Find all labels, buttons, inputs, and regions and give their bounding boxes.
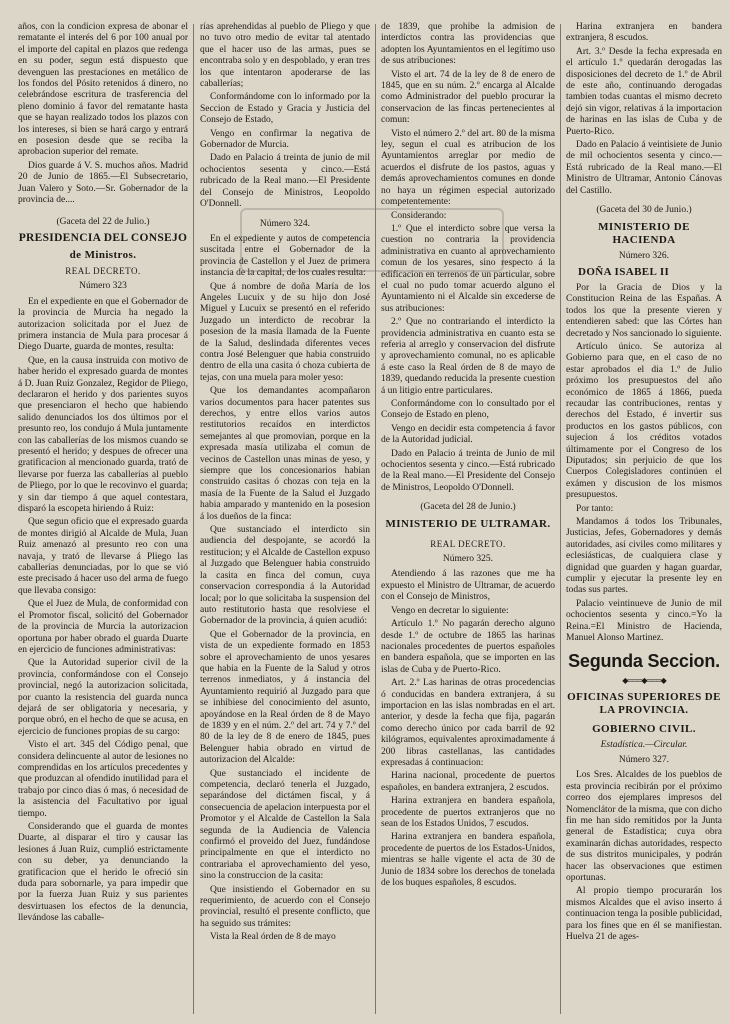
paragraph: Que los demandantes acompañaron varios documentos para hacer patentes sus derechos, y entre ellos varios autos restitutorios recaídos en interdictos semejantes al que promovian, porque en la expresada masía utilizaba el comun de vecinos de Castellon unas minas de yeso, y siempre que los concesionarios habian construido casitas ó chozas con teja en la masía de la Fuente de la Salud el Juzgado habia amparado y mantenido en la posesion á los dueños de la finca: [200, 386, 370, 522]
paragraph: Art. 3.º Desde la fecha expresada en el artículo 1.º quedarán derogadas las disposiciones del decreto de 1.º de Abril de este año, continuando derogadas tambien todas cuantas el mismo decreto dejó sin vigor, relativas á la importacion de harinas en las islas de Cuba y de Puerto-Rico. [566, 46, 722, 137]
section-heading: OFICINAS SUPERIORES DE LA PROVINCIA. [567, 690, 721, 716]
paragraph: Visto el art. 345 del Código penal, que considera delincuente al autor de lesiones no comprendidas en los artículos precedentes y que produzcan al ofendido inutilidad para el trabajo por cinco dias ó mas, ó necesidad de la asistencia del Facultativo por igual tiempo. [18, 740, 188, 819]
section-heading: MINISTERIO DE ULTRAMAR. [385, 517, 551, 530]
paragraph: Que el Gobernador de la provincia, en vista de un expediente formado en 1853 sobre el aprovechamiento de unos yesares que habia en la Fuente de la Salud y otros terrenos inmediatos, y á instancia del Ayuntamiento requirió al Juzgado para que se inhibiese del conocimiento del asunto, apoyándose en la Real órden de 8 de Mayo de 1839 y en el núm. 2.º del art. 74 y 7.º del 80 de la ley de 8 de enero de 1845, pues Belenguer habia obrado en virtud de autorizacion del Alcalde: [200, 629, 370, 766]
paragraph: Art. 2.º Las harinas de otras procedencias ó conducidas en bandera extranjera, á su importacion en las islas nombradas en el art. anterior, y desde la fecha que fija, pagarán como derecho único por cada barril de 92 kilógramos, equivalentes aproximadamente á 200 libras castellanas, las cantidades expresadas á continuacion: [381, 678, 555, 768]
paragraph: Que la Autoridad superior civil de la provincia, conformándose con el Consejo provincial, negó la autorizacion solicitada, por cuanto la resistencia del guarda nunca dejará de ser obligatoria y necesaria, y porque obró, en el hecho de que se acusa, en ejercicio de funciones propias de su cargo: [18, 658, 188, 737]
paragraph: Conformándome con lo consultado por el Consejo de Estado en pleno, [381, 399, 555, 421]
paragraph: Artículo 1.º No pagarán derecho alguno desde 1.º de octubre de 1865 las harinas nacionales procedentes de puertos españoles en bandera española, que se importen en las islas de Cuba y de Puerto-Rico. [381, 619, 555, 675]
paragraph: Considerando: [391, 210, 447, 221]
paragraph: Mandamos á todos los Tribunales, Justicias, Jefes, Gobernadores y demás autoridades, así civiles como militares y eclesiásticas, de cualquiera clase y dignidad que guarden y hagan guardar, cumplir y ejecutar la presente ley en todas sus partes. [566, 517, 722, 596]
paragraph: Por la Gracia de Dios y la Constitucion Reina de las Españas. A todos los que la presente vieren y entendieren sabed: que las Córtes han decretado y Nos sancionado lo siguiente. [566, 282, 722, 339]
paragraph: Dado en Palacio á treinta de junio de mil ochocientos sesenta y cinco.—Está rubricado de la Real mano.—El Presidente del Consejo de Ministros, Leopoldo O'Donnell. [200, 153, 370, 210]
paragraph: Harina extranjera en bandera española, procedente de puertos de los Estados-Unidos, mientras se halle vigente el acta de 30 de Junio de 1834 sobre los derechos de tonelada de los buques españoles, 8 escudos. [381, 832, 555, 889]
circular-label: Estadística.—Circular. [600, 739, 688, 750]
column-rule-1 [193, 24, 194, 1014]
paragraph: Dios guarde á V. S. muchos años. Madrid 20 de Junio de 1865.—El Subsecretario, Juan Valero y Soto.—Sr. Gobernador de la provincia de.... [18, 160, 188, 206]
decree-number: Número 325. [442, 554, 494, 565]
paragraph: Visto el art. 74 de la ley de 8 de enero de 1845, que en su núm. 2.º encarga al Alcalde como Administrador del pueblo procurar la conservacion de las fincas pertenecientes al comun: [381, 69, 555, 126]
paragraph: Los Sres. Alcaldes de los pueblos de esta provincia recibirán por el próximo correo dos ejemplares impresos del Nomenclátor de la misma, que con dicho fin me han sido remitidos por la Junta general de Estadística; cuya obra examinarán dichas autoridades, respecto de sus distritos municipales, y podrán hacer las observaciones que estimen oportunas. [566, 770, 722, 883]
paragraph: años, con la condicion expresa de abonar el rematante el interés del 6 por 100 anual por el importe del capital en plazos que redenga en su poder, segun está dispuesto que devenguen las prestaciones en metálico de los fondos del Pósito retenidos á dinero, no celebrándose escritura de trasferencia del pleno dominio á favor del rematante hasta que se hayan realizado todos los plazos con los intereses, si bien se hará cargo y entrará en posesion desde que se reciba la aprobacion superior del remate. [18, 22, 188, 158]
decree-number: Número 326. [618, 250, 670, 261]
column-rule-2 [375, 24, 376, 1014]
decree-number: Número 327. [618, 754, 670, 765]
column-3 [381, 22, 555, 1016]
decree-label: REAL DECRETO. [430, 538, 506, 549]
paragraph: Que, en la causa instruida con motivo de haber herido el expresado guarda de montes á D. Juan Ruiz Gonzalez, Regidor de Pliego, declararon el herido y dos parientes suyos que presenciaron el hecho que habiendo salido denunciados los dos últimos por el presunto reo, los condujo á Mula juntamente con las caballerías de los mismos cuando se presentó el herido; y despues de ofrecer una gratificacion al mencionado guarda, trató de llevarse por fuerza las caballerías al pueblo de Pliego, por lo que le recovinvo el guarda; y sin dar tiempo á que aquel contestara, disparó la escopeta hiriendo á Ruiz: [18, 355, 188, 515]
ornament-divider: ◆═══◆═══◆ [622, 675, 666, 685]
section-subheading: de Ministros. [69, 248, 137, 261]
gazette-date: (Gaceta del 30 de Junio.) [596, 205, 692, 216]
column-1 [18, 22, 188, 1016]
paragraph: Que segun oficio que el expresado guarda de montes dirigió al Alcalde de Mula, Juan Ruiz amenazó al presunto reo con una navaja, y trató de llevarse á Pliego las caballerías denunciadas, por lo que se vió este precisado á hacer uso del arma de fuego que llevaba consigo: [18, 517, 188, 596]
paragraph: Vengo en decidir esta competencia á favor de la Autoridad judicial. [381, 423, 555, 446]
paragraph: Que el Juez de Mula, de conformidad con el Promotor fiscal, solicitó del Gobernador de la provincia de Murcia la autorizacion oportuna por haber obrado el guarda Duarte en ejercicio de funciones administrativas: [18, 599, 188, 655]
paragraph: Al propio tiempo procurarán los mismos Alcaldes que el aviso inserto á continuacion tenga la posible publicidad, para los fines que en él se manifiestan. Huelva 21 de ages- [566, 886, 722, 942]
paragraph: Considerando que el guarda de montes Duarte, al disparar el tiro y causar las lesiones á Juan Ruiz, cumplió estrictamente con su deber, ya denunciando la gratificacion que el herido le ofreció sin duda para sobornarle, ya para impedir que por la fuerza Juan Ruiz y sus parientes desvirtuasen los efectos de la denuncia, llevándose las caballe- [18, 822, 188, 924]
paragraph: 1.º Que el interdicto sobre que versa la cuestion no contraria la providencia administrativa en cuanto al aprovechamiento comun de los yesares, sino respecto á la edificacion en terrenos de un particular, sobre el cual no pudo tomar acuerdo alguno el Ayuntamiento ni el Alcalde sin excederse de sus atribuciones: [381, 223, 555, 314]
gazette-date: (Gaceta del 22 de Julio.) [56, 216, 150, 227]
paragraph: 2.º Que no contrariando el interdicto la providencia administrativa en cuanto esta se referia al arreglo y conservacion del disfrute y aprovechamiento comunal, no es aplicable á este caso la Real órden de 8 de mayo de 1839, quedando reducida la presente cuestion á un litigio entre particulares. [381, 317, 555, 396]
queen-title: DOÑA ISABEL II [578, 265, 670, 278]
decree-number: Número 324. [259, 218, 311, 229]
paragraph: Que á nombre de doña María de los Angeles Lucuix y de su hijo don José Miguel y Lucuix se presentó en el referido Juzgado un interdicto de recobrar la posesion de la masía llamada de la Fuente de la Salud, deslindada diferentes veces contra José Belenguer que habia construido dentro de ella una casita ó choza cubierta de tejas, con una muela para moler yeso: [200, 281, 370, 383]
paragraph: Harina nacional, procedente de puertos españoles, en bandera extranjera, 2 escudos. [381, 771, 555, 793]
paragraph: de 1839, que prohibe la admision de interdictos contra las providencias que adopten los Ayuntamientos en el legítimo uso de sus atribuciones: [381, 22, 555, 67]
section-heading: GOBIERNO CIVIL. [592, 722, 696, 735]
paragraph: Artículo único. Se autoriza al Gobierno para que, en el caso de no estar aprobados el dia 1.º de Julio próximo los presupuestos del año económico de 1865 á 1866, pueda recaudar las contribuciones, rentas y derechos del Estado, é invertir sus productos en los gastos públicos, con sujecion á los créditos votados últimamente por el Congreso de los Diputados; sin perjuicio de que los Cuerpos Colegisladores continúen el exámen y discusion de los mismos presupuestos. [566, 341, 722, 501]
paragraph: Visto el número 2.º del art. 80 de la misma ley, segun el cual es atribucion de los Ayuntamientos arreglar por medio de acuerdos el disfrute de los pastos, aguas y demás aprovechamientos comunes en donde no haya un régimen especial autorizado competentemente: [381, 128, 555, 208]
paragraph: Harina extranjera en bandera española, procedente de puertos extranjeros que no sean de los Estados Unidos, 7 escudos. [381, 796, 555, 829]
paragraph: Atendiendo á las razones que me ha expuesto el Ministro de Ultramar, de acuerdo con el Consejo de Ministros, [381, 569, 555, 603]
paragraph: Por tanto: [576, 503, 614, 514]
column-rule-3 [560, 24, 561, 1014]
paragraph: Vengo en confirmar la negativa de Gobernador de Murcia. [200, 128, 370, 151]
section-heading: MINISTERIO DE HACIENDA [598, 220, 690, 246]
column-4 [566, 22, 722, 1016]
paragraph: Dado en Palacio á veintisiete de Junio de mil ochocientos sesenta y cinco.—Está rubricado de la Real mano.—El Ministro de Ultramar, Antonio Cánovas del Castillo. [566, 140, 722, 196]
section-banner: Segunda Seccion. [568, 650, 720, 671]
paragraph: Vengo en decretar lo siguiente: [391, 605, 509, 616]
column-2 [200, 22, 370, 1016]
paragraph: En el expediente y autos de competencia suscitada entre el Gobernador de la provincia de Castellon y el Juez de primera instancia de la capital, de los cuales resulta: [200, 233, 370, 279]
paragraph: Vista la Real órden de 8 de mayo [210, 932, 336, 943]
paragraph: En el expediente en que el Gobernador de la provincia de Murcia ha negado la autorizacion solicitada por el Juez de primera instancia de Mula para procesar á Diego Duarte, guarda de montes, resulta: [18, 296, 188, 353]
paragraph: Palacio veintinueve de Junio de mil ochocientos sesenta y cinco.=Yo la Reina.=El Ministro de Hacienda, Manuel Alonso Martinez. [566, 598, 722, 644]
paragraph: Conformándome con lo informado por la Seccion de Estado y Gracia y Justicia del Consejo de Estado, [200, 92, 370, 126]
paragraph: Que sustanciado el interdicto sin audiencia del despojante, se acordó la restitucion; y el Alcalde de Castellon expuso al Juzgado que Belenguer habia construido la casita en finca del comun, cuya conservacion correspondia á la Autoridad local; por lo que solicitaba la suspension del auto restitutorio hasta que resolviese el Gobernador de la provincia, á quien acudió: [200, 525, 370, 627]
paragraph: Dado en Palacio á treinta de Junio de mil ochocientos sesenta y cinco.—Está rubricado de la Real mano.—El Presidente del Consejo de Ministros, Leopoldo O'Donnell. [381, 448, 555, 493]
gazette-date: (Gaceta del 28 de Junio.) [420, 502, 516, 513]
section-heading: PRESIDENCIA DEL CONSEJO [18, 231, 188, 244]
paragraph: Que sustanciado el incidente de competencia, declaró tenerla el Juzgado, separándose del dictámen fiscal, y á consecuencia de apelacion interpuesta por el Promotor y el Alcalde de Castellon la Sala segunda de la Audiencia de Valencia confirmó el proveido del Juez, fundándose principalmente en que el interdicto no contrariaba el aprovechamiento del yeso, sino la construccion de la casita: [200, 768, 370, 882]
decree-number: Número 323 [79, 281, 127, 292]
paragraph: rías aprehendidas al pueblo de Pliego y que no tuvo otro medio de evitar tal atentado que el hacer uso de las armas, pues se encontraba solo y en despoblado, y eran tres los que intentaron apoderarse de las caballerías; [200, 22, 370, 90]
paragraph: Que insistiendo el Gobernador en su requerimiento, de acuerdo con el Consejo provincial, resultó el presente conflicto, que ha seguido sus trámites: [200, 884, 370, 929]
paragraph: Harina extranjera en bandera extranjera, 8 escudos. [566, 22, 722, 44]
decree-label: REAL DECRETO. [65, 265, 141, 276]
